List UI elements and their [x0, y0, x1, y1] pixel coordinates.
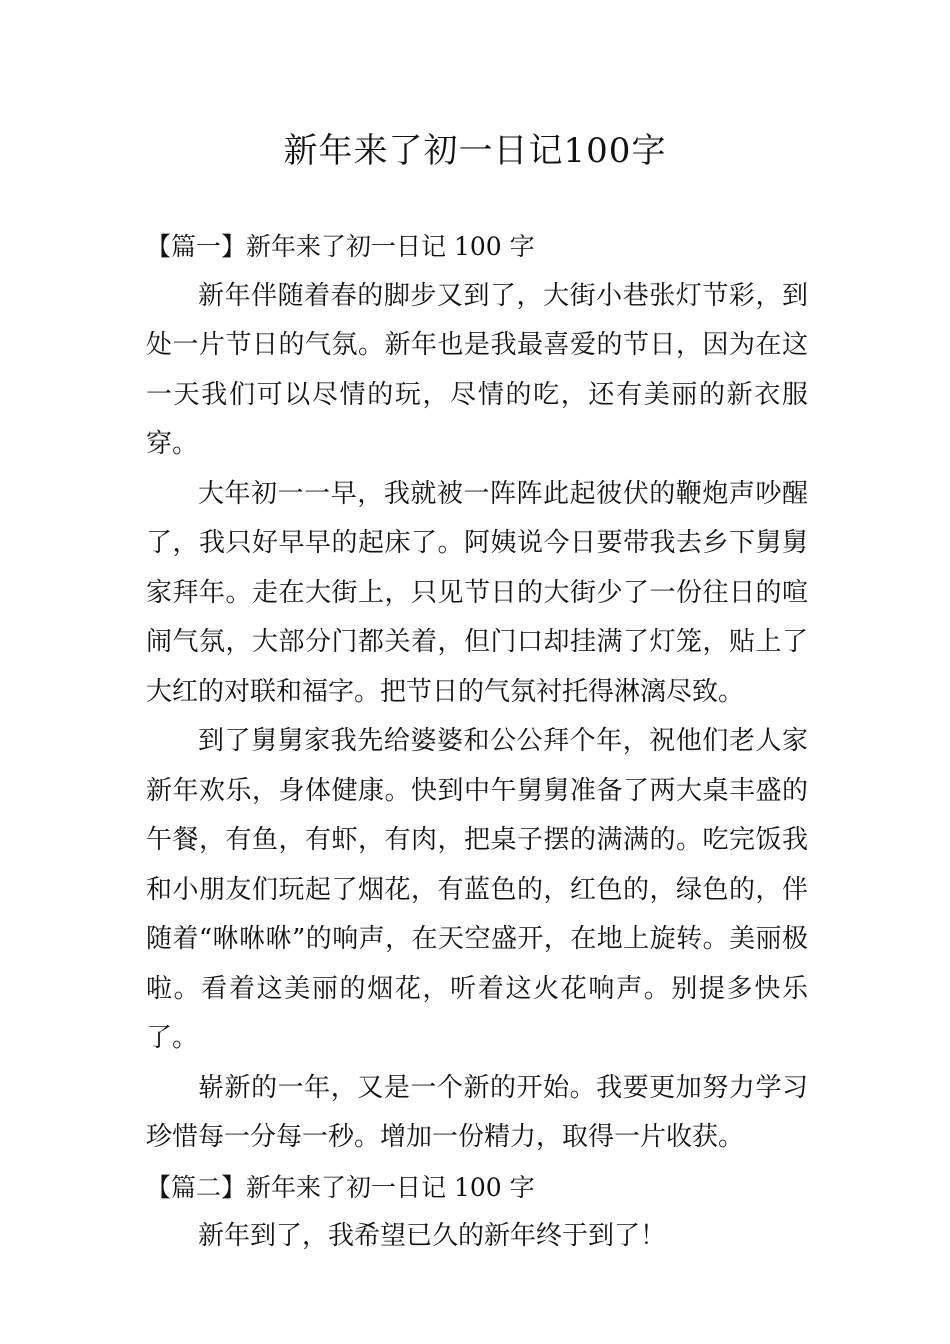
paragraph: 到了舅舅家我先给婆婆和公公拜个年，祝他们老人家新年欢乐，身体健康。快到中午舅舅准备了两大桌丰盛的午餐，有鱼，有虾，有肉，把桌子摆的满满的。吃完饭我和小朋友们玩起了烟花，有蓝色的，红色的，绿色的，伴随着“咻咻咻”的响声，在天空盛开，在地上旋转。美丽极啦。看着这美丽的烟花，听着这火花响声。别提多快乐了。: [146, 726, 808, 1053]
paragraph: 崭新的一年，又是一个新的开始。我要更加努力学习珍惜每一分每一秒。增加一份精力，取得一片收获。: [146, 1072, 808, 1152]
section-heading: 【篇二】新年来了初一日记 100 字: [146, 1172, 535, 1202]
paragraph: 大年初一一早，我就被一阵阵此起彼伏的鞭炮声吵醒了，我只好早早的起床了。阿姨说今日要带我去乡下舅舅家拜年。走在大街上，只见节日的大街少了一份往日的喧闹气氛，大部分门都关着，但门口却挂满了灯笼，贴上了大红的对联和福字。把节日的气氛衬托得淋漓尽致。: [146, 478, 808, 707]
document-body: [146, 222, 808, 1262]
section-1: [146, 222, 808, 1163]
section-2: [146, 1163, 808, 1262]
section-heading: 【篇一】新年来了初一日记 100 字: [146, 232, 535, 261]
paragraph: 新年伴随着春的脚步又到了，大街小巷张灯节彩，到处一片节日的气氛。新年也是我最喜爱的节日，因为在这一天我们可以尽情的玩，尽情的吃，还有美丽的新衣服穿。: [146, 280, 808, 459]
document-title: 新年来了初一日记100字: [283, 131, 667, 171]
paragraph: 新年到了，我希望已久的新年终于到了！: [198, 1221, 667, 1251]
